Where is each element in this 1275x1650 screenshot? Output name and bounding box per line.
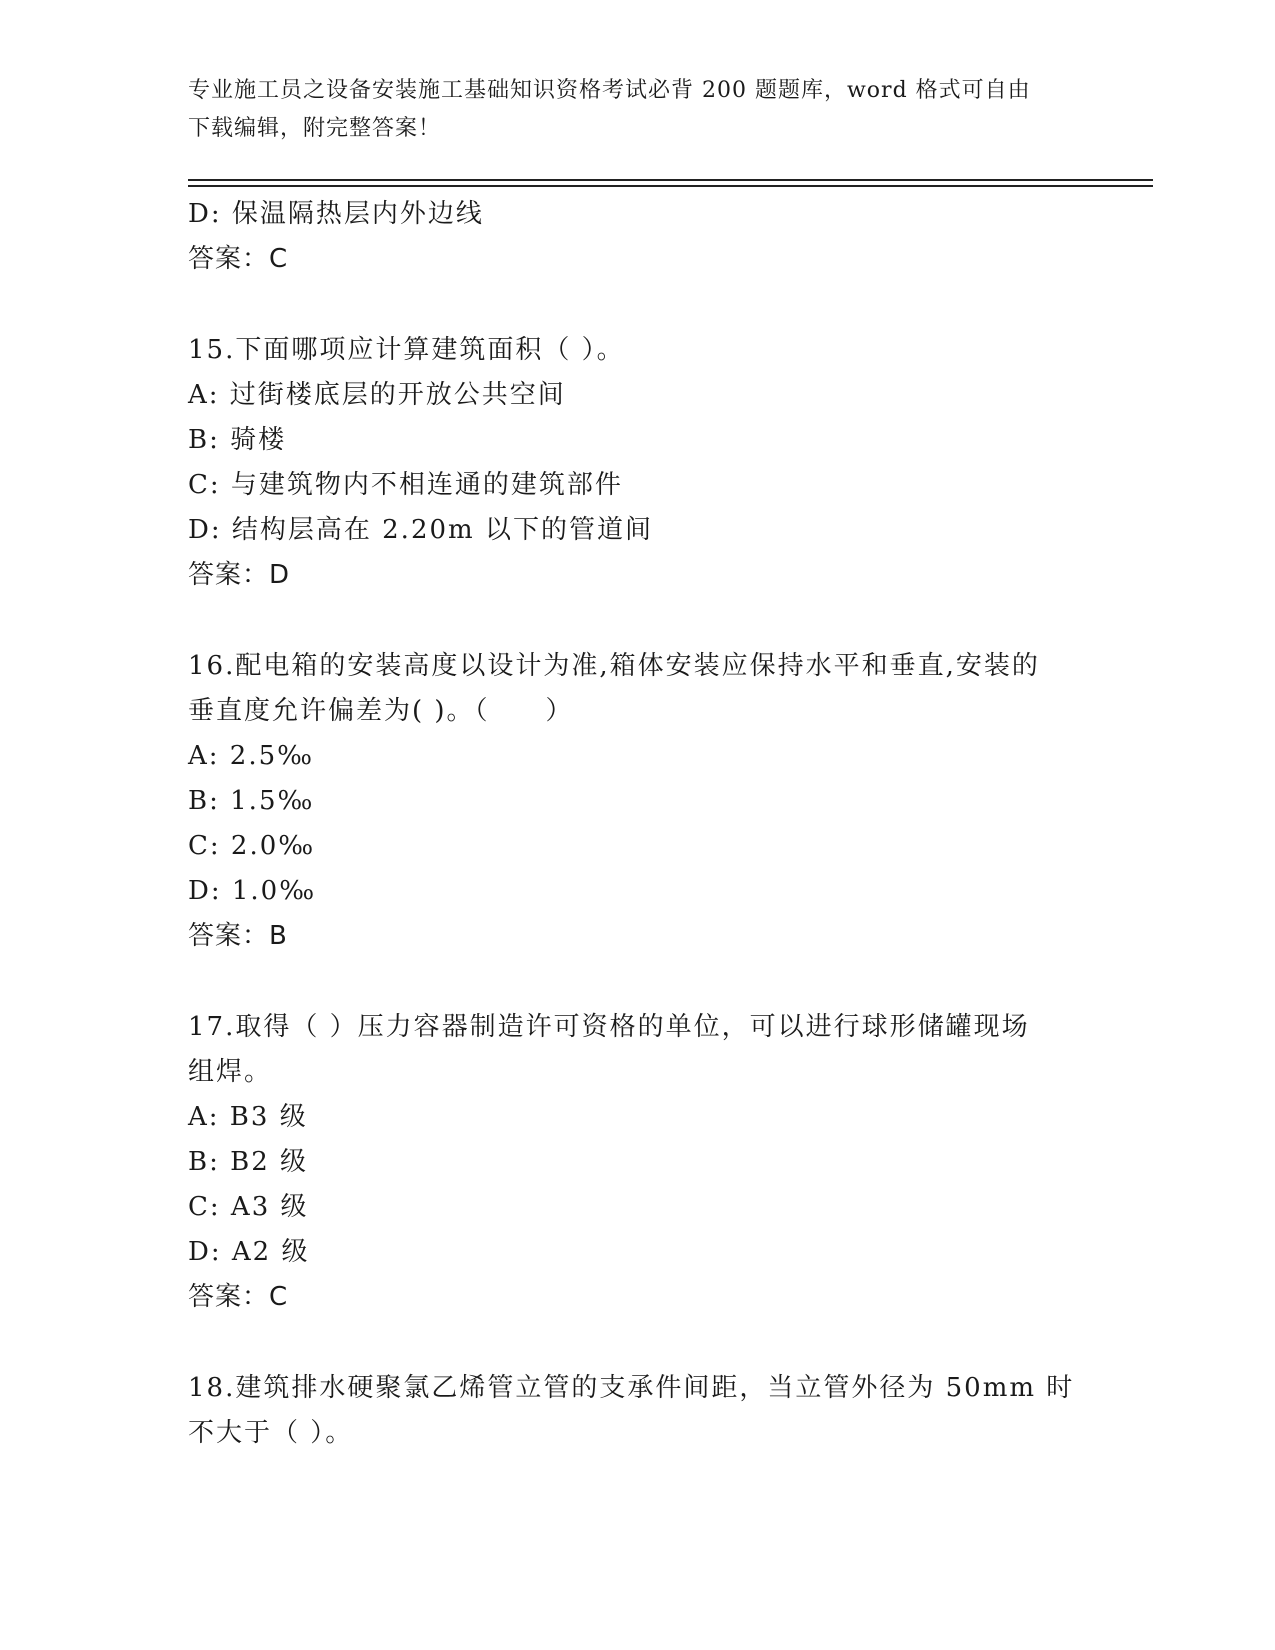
question-stem: 18.建筑排水硬聚氯乙烯管立管的支承件间距，当立管外径为 50mm 时	[188, 1373, 1075, 1403]
option-b: B: 1.5‰	[188, 786, 315, 816]
question-list	[188, 192, 1088, 1456]
answer: 答案：C	[188, 1282, 289, 1312]
question-15	[188, 328, 1088, 598]
question-17	[188, 1005, 1088, 1320]
option-b: B: 骑楼	[188, 425, 287, 455]
option-a: A: 2.5‰	[188, 741, 315, 771]
answer: 答案：D	[188, 560, 291, 590]
option-d: D: A2 级	[188, 1237, 310, 1267]
spacer	[188, 598, 1088, 644]
prev-answer: 答案：C	[188, 244, 289, 274]
option-c: C: 2.0‰	[188, 831, 316, 861]
question-18	[188, 1366, 1088, 1456]
question-stem-continued: 不大于（ ）。	[188, 1418, 354, 1448]
question-16	[188, 644, 1088, 959]
question-stem: 17.取得（ ）压力容器制造许可资格的单位，可以进行球形储罐现场	[188, 1012, 1030, 1042]
option-d: D: 1.0‰	[188, 876, 317, 906]
option-b: B: B2 级	[188, 1147, 309, 1177]
option-a: A: B3 级	[188, 1102, 308, 1132]
header-line-2: 下载编辑，附完整答案！	[188, 116, 442, 141]
document-header	[188, 72, 1088, 148]
question-stem-continued: 垂直度允许偏差为( )。（ ）	[188, 696, 574, 726]
answer: 答案：B	[188, 921, 288, 951]
prev-option-d: D: 保温隔热层内外边线	[188, 199, 484, 229]
question-stem-continued: 组焊。	[188, 1057, 273, 1087]
header-rule-bottom	[188, 185, 1153, 187]
header-rule-top	[188, 179, 1153, 181]
spacer	[188, 282, 1088, 328]
header-line-1: 专业施工员之设备安装施工基础知识资格考试必背 200 题题库，word 格式可自由	[188, 78, 1031, 103]
option-d: D: 结构层高在 2.20m 以下的管道间	[188, 515, 653, 545]
question-stem: 16.配电箱的安装高度以设计为准,箱体安装应保持水平和垂直,安装的	[188, 651, 1040, 681]
option-c: C: 与建筑物内不相连通的建筑部件	[188, 470, 623, 500]
option-c: C: A3 级	[188, 1192, 309, 1222]
question-stem: 15.下面哪项应计算建筑面积（ ）。	[188, 335, 625, 365]
option-a: A: 过街楼底层的开放公共空间	[188, 380, 566, 410]
spacer	[188, 1320, 1088, 1366]
spacer	[188, 959, 1088, 1005]
